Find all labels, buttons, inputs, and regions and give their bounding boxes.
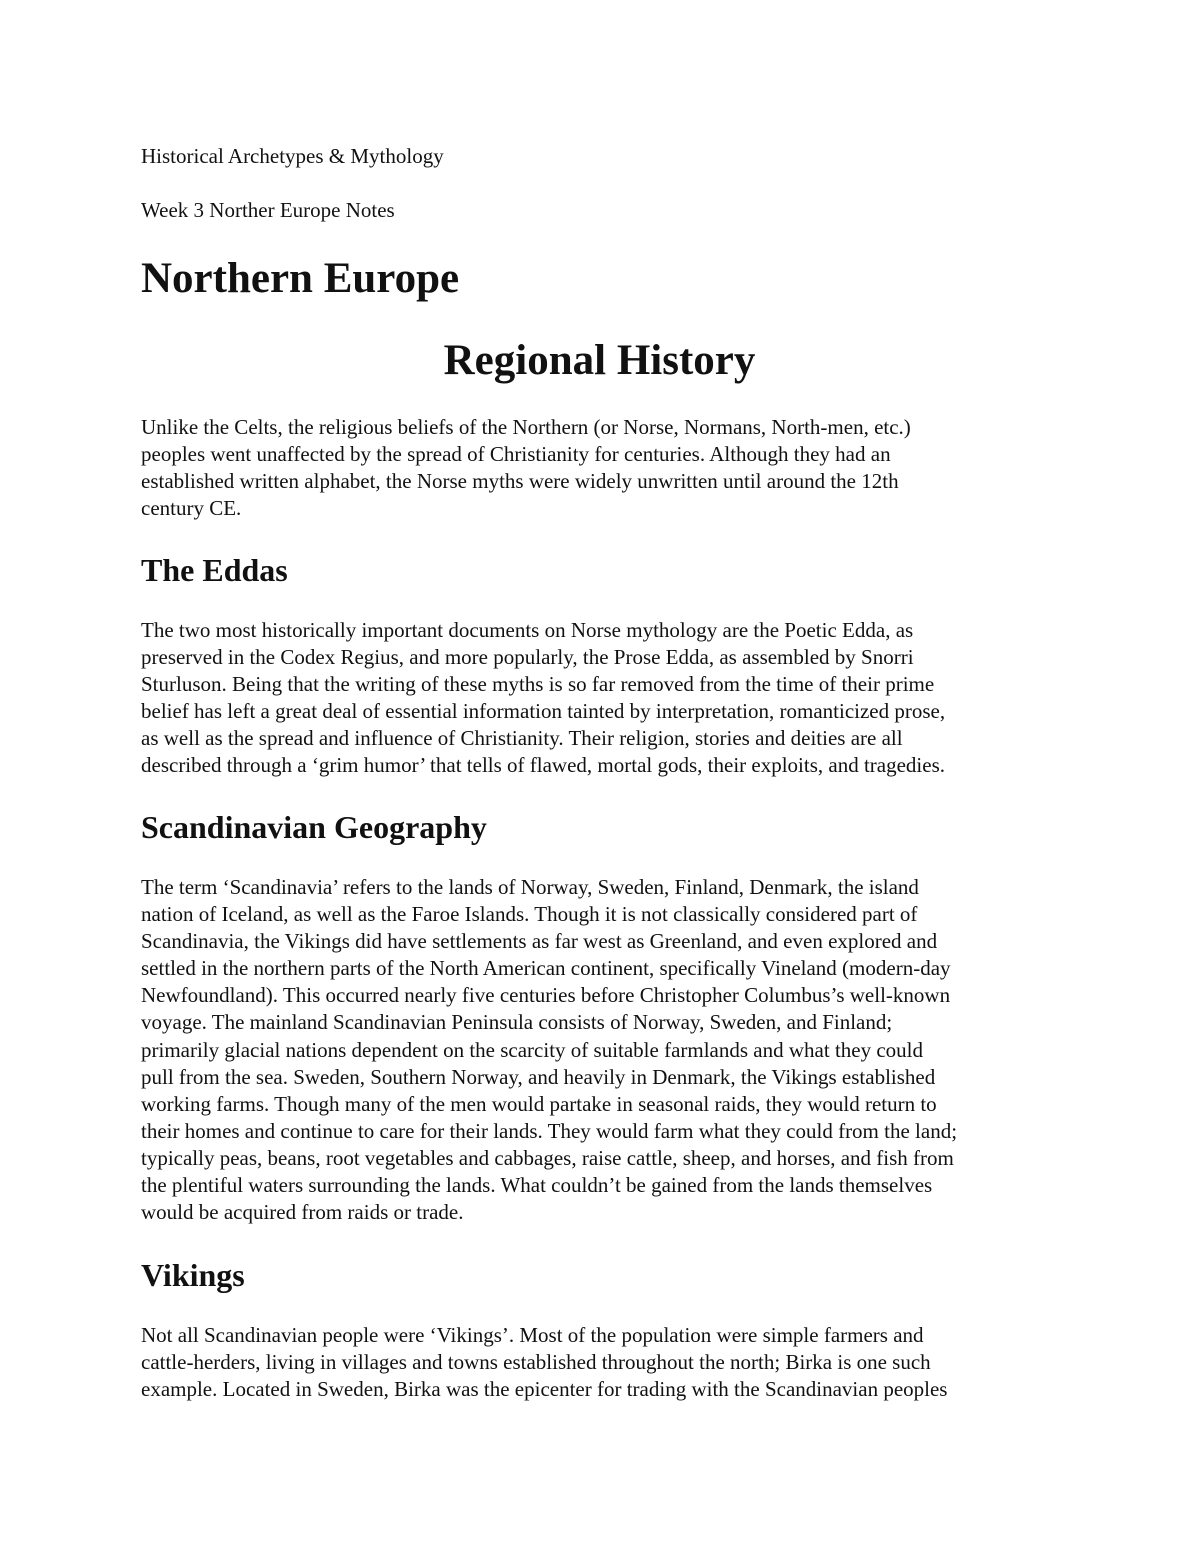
week-label: Week 3 Norther Europe Notes [141,198,395,222]
paragraph-line: Newfoundland). This occurred nearly five centuries before Christopher Columbus’s well-known [141,983,951,1008]
intro-paragraph [141,414,1066,522]
heading-the-eddas: The Eddas [141,552,288,588]
paragraph-line: primarily glacial nations dependent on the scarcity of suitable farmlands and what they could [141,1037,924,1062]
heading-vikings: Vikings [141,1257,245,1293]
paragraph-line: preserved in the Codex Regius, and more popularly, the Prose Edda, as assembled by Snorri [141,645,914,670]
paragraph-line: Sturluson. Being that the writing of these myths is so far removed from the time of their prime [141,672,935,697]
heading-scandinavian-geography: Scandinavian Geography [141,809,487,845]
eddas-paragraph [141,617,1066,780]
document-title: Northern Europe [141,255,460,302]
paragraph-line: example. Located in Sweden, Birka was the epicenter for trading with the Scandinavian peoples [141,1377,948,1402]
paragraph-line: established written alphabet, the Norse myths were widely unwritten until around the 12th [141,469,899,494]
paragraph-line: typically peas, beans, root vegetables and cabbages, raise cattle, sheep, and horses, and fish from [141,1145,954,1170]
paragraph-line: working farms. Though many of the men would partake in seasonal raids, they would return to [141,1091,937,1116]
paragraph-line: Scandinavia, the Vikings did have settlements as far west as Greenland, and even explored and [141,929,938,954]
paragraph-line: described through a ‘grim humor’ that tells of flawed, mortal gods, their exploits, and tragedies. [141,753,946,778]
paragraph-line: Unlike the Celts, the religious beliefs of the Northern (or Norse, Normans, North-men, etc.) [141,415,911,439]
paragraph-line: settled in the northern parts of the North American continent, specifically Vineland (modern-day [141,956,951,981]
paragraph-line: The term ‘Scandinavia’ refers to the lands of Norway, Sweden, Finland, Denmark, the island [141,875,919,899]
paragraph-line: would be acquired from raids or trade. [141,1200,464,1225]
paragraph-line: The two most historically important documents on Norse mythology are the Poetic Edda, as [141,618,914,642]
paragraph-line: as well as the spread and influence of Christianity. Their religion, stories and deities are all [141,726,903,751]
paragraph-line: Not all Scandinavian people were ‘Vikings’. Most of the population were simple farmers and [141,1323,924,1347]
vikings-paragraph [141,1322,1066,1403]
paragraph-line: century CE. [141,496,242,521]
geography-paragraph [141,874,1066,1226]
paragraph-line: the plentiful waters surrounding the lands. What couldn’t be gained from the lands themselves [141,1173,933,1198]
paragraph-line: pull from the sea. Sweden, Southern Norway, and heavily in Denmark, the Vikings established [141,1064,936,1089]
paragraph-line: their homes and continue to care for their lands. They would farm what they could from the land; [141,1118,958,1143]
course-title: Historical Archetypes & Mythology [141,144,444,168]
paragraph-line: nation of Iceland, as well as the Faroe Islands. Though it is not classically considered part of [141,902,918,927]
paragraph-line: voyage. The mainland Scandinavian Peninsula consists of Norway, Sweden, and Finland; [141,1010,893,1035]
paragraph-line: peoples went unaffected by the spread of Christianity for centuries. Although they had an [141,442,891,467]
paragraph-line: cattle-herders, living in villages and towns established throughout the north; Birka is one such [141,1350,931,1375]
paragraph-line: belief has left a great deal of essential information tainted by interpretation, romanticized prose, [141,699,946,724]
section-title-regional-history: Regional History [443,337,756,384]
